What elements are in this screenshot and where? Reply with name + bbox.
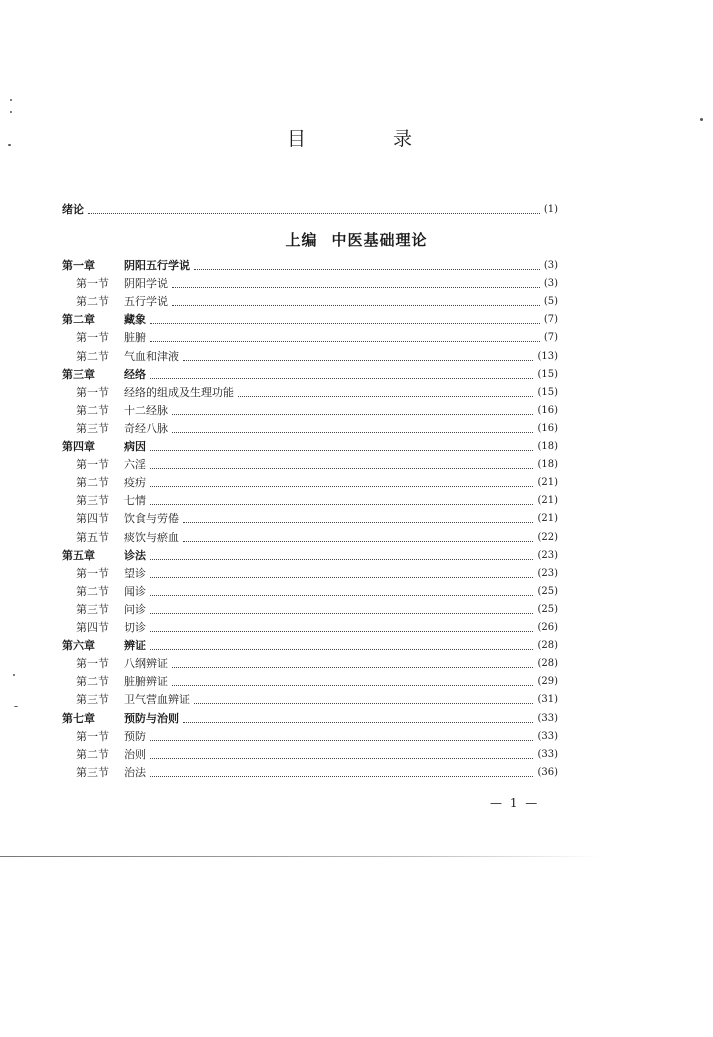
section-label: 第一节 <box>76 385 109 399</box>
section-entry[interactable] <box>62 529 558 547</box>
entry-page: (28) <box>537 658 558 670</box>
entry-topic: 疫疠 <box>124 476 146 490</box>
entry-topic: 六淫 <box>124 458 146 472</box>
chapter-label: 第六章 <box>62 639 95 653</box>
section-entry[interactable] <box>62 275 558 293</box>
chapter-entry[interactable] <box>62 257 558 275</box>
entry-topic: 阴阳五行学说 <box>124 259 190 272</box>
entry-page: (3) <box>543 260 558 271</box>
scan-speck <box>14 706 18 707</box>
section-entry[interactable] <box>62 348 558 366</box>
chapter-label: 第五章 <box>62 548 95 562</box>
entry-topic: 阴阳学说 <box>124 277 168 291</box>
intro-label: 绪论 <box>62 203 84 216</box>
entry-topic: 闻诊 <box>124 584 146 598</box>
entry-topic: 脏腑辨证 <box>124 675 168 689</box>
dot-leader <box>150 630 533 632</box>
dot-leader <box>194 268 540 270</box>
entry-topic: 切诊 <box>124 621 146 634</box>
entry-page: (5) <box>543 296 558 308</box>
section-entry[interactable] <box>62 420 558 438</box>
section-label: 第二节 <box>76 747 109 761</box>
entry-page: (29) <box>537 676 558 688</box>
scan-edge-line <box>0 856 600 857</box>
chapter-label: 第一章 <box>62 259 95 272</box>
dot-leader <box>194 702 533 704</box>
entry-page: (7) <box>543 314 558 326</box>
entry-topic: 经络的组成及生理功能 <box>124 385 234 399</box>
entry-topic: 七情 <box>124 494 146 508</box>
entry-topic: 望诊 <box>124 566 146 580</box>
entry-topic: 十二经脉 <box>124 403 168 417</box>
section-label: 第一节 <box>76 657 109 671</box>
dot-leader <box>172 286 540 288</box>
entry-page: (23) <box>537 567 558 579</box>
chapter-entry[interactable] <box>62 366 558 384</box>
entry-page: (16) <box>537 404 558 416</box>
dot-leader <box>150 648 533 650</box>
entry-topic: 病因 <box>124 440 146 453</box>
section-label: 第五节 <box>76 530 109 544</box>
page-number: — 1 — <box>490 796 540 810</box>
part-label: 上编 <box>285 231 318 249</box>
page-title: 目 录 <box>286 128 446 150</box>
dot-leader <box>150 322 540 324</box>
dot-leader <box>150 612 533 614</box>
chapter-label: 第三章 <box>62 367 95 381</box>
section-label: 第一节 <box>76 729 109 743</box>
section-label: 第二节 <box>76 403 109 417</box>
entry-topic: 经络 <box>124 367 146 381</box>
dot-leader <box>238 395 533 397</box>
section-entry[interactable] <box>62 583 558 601</box>
section-entry[interactable] <box>62 746 558 764</box>
entry-page: (33) <box>537 730 558 742</box>
entry-topic: 预防 <box>124 729 146 743</box>
entry-topic: 痰饮与瘀血 <box>124 530 179 544</box>
dot-leader <box>150 576 533 578</box>
section-entry[interactable] <box>62 384 558 402</box>
dot-leader <box>150 449 533 451</box>
entry-topic: 治法 <box>124 765 146 779</box>
section-entry[interactable] <box>62 492 558 510</box>
entry-page: (18) <box>537 459 558 471</box>
dot-leader <box>150 503 533 505</box>
chapter-label: 第二章 <box>62 313 95 327</box>
part-name: 中医基础理论 <box>331 231 428 249</box>
dot-leader <box>172 413 533 415</box>
dot-leader <box>150 485 533 487</box>
entry-topic: 治则 <box>124 747 146 761</box>
dot-leader <box>183 721 533 723</box>
entry-topic: 预防与治则 <box>124 711 179 725</box>
entry-topic: 八纲辨证 <box>124 657 168 671</box>
entry-topic: 藏象 <box>124 313 146 327</box>
part-heading <box>0 229 713 250</box>
chapter-entry[interactable] <box>62 637 558 655</box>
section-entry[interactable] <box>62 691 558 709</box>
entry-page: (33) <box>537 712 558 724</box>
entry-page: (26) <box>537 622 558 633</box>
scan-speck <box>8 144 11 146</box>
section-label: 第一节 <box>76 566 109 580</box>
section-entry[interactable] <box>62 601 558 619</box>
entry-page: (25) <box>537 603 558 615</box>
entry-page: (31) <box>537 694 558 706</box>
dot-leader <box>150 775 533 777</box>
section-label: 第四节 <box>76 512 109 526</box>
section-entry[interactable] <box>62 293 558 311</box>
entry-page: (22) <box>537 531 558 543</box>
section-label: 第三节 <box>76 693 109 707</box>
dot-leader <box>172 666 533 668</box>
section-entry[interactable] <box>62 456 558 474</box>
section-label: 第三节 <box>76 602 109 616</box>
section-entry[interactable] <box>62 728 558 746</box>
entry-topic: 饮食与劳倦 <box>124 512 179 526</box>
entry-page: (21) <box>537 495 558 507</box>
entry-page: (21) <box>537 477 558 489</box>
dot-leader <box>172 684 533 686</box>
entry-page: (13) <box>537 350 558 362</box>
entry-page: (36) <box>537 766 558 778</box>
entry-page: (25) <box>537 585 558 597</box>
dot-leader <box>150 558 533 560</box>
section-entry[interactable] <box>62 764 558 782</box>
entry-page: (7) <box>543 332 558 344</box>
section-label: 第四节 <box>76 621 109 634</box>
section-label: 第三节 <box>76 765 109 779</box>
dot-leader <box>172 304 540 306</box>
entry-page: (23) <box>537 549 558 561</box>
section-entry[interactable] <box>62 402 558 420</box>
entry-topic: 卫气营血辨证 <box>124 693 190 707</box>
scan-speck <box>700 118 703 121</box>
dot-leader <box>150 377 533 379</box>
entry-page: (18) <box>537 441 558 452</box>
chapter-entry[interactable] <box>62 311 558 329</box>
entry-topic: 诊法 <box>124 548 146 562</box>
section-entry[interactable] <box>62 655 558 673</box>
dot-leader <box>150 467 533 469</box>
scan-speck <box>10 111 12 113</box>
section-label: 第二节 <box>76 295 109 309</box>
section-label: 第三节 <box>76 421 109 435</box>
entry-topic: 问诊 <box>124 602 146 616</box>
entry-topic: 脏腑 <box>124 331 146 345</box>
chapter-entry[interactable] <box>62 710 558 728</box>
entry-page: (16) <box>537 422 558 434</box>
section-label: 第一节 <box>76 277 109 291</box>
section-label: 第二节 <box>76 349 109 363</box>
entry-topic: 气血和津液 <box>124 349 179 363</box>
dot-leader <box>150 340 540 342</box>
section-entry[interactable] <box>62 619 558 637</box>
scan-speck <box>10 99 12 101</box>
chapter-label: 第七章 <box>62 711 95 725</box>
dot-leader <box>183 521 533 523</box>
dot-leader <box>150 757 533 759</box>
section-label: 第二节 <box>76 675 109 689</box>
dot-leader <box>88 212 540 214</box>
entry-topic: 辨证 <box>124 639 146 653</box>
section-label: 第一节 <box>76 331 109 345</box>
section-label: 第二节 <box>76 584 109 598</box>
section-entry[interactable] <box>62 474 558 492</box>
section-entry[interactable] <box>62 510 558 528</box>
scan-speck <box>13 674 15 676</box>
entry-topic: 奇经八脉 <box>124 421 168 435</box>
entry-page: (21) <box>537 513 558 525</box>
chapter-label: 第四章 <box>62 440 95 453</box>
section-entry[interactable] <box>62 329 558 347</box>
entry-page: (15) <box>537 368 558 380</box>
entry-page: (15) <box>537 386 558 398</box>
dot-leader <box>150 739 533 741</box>
chapter-entry[interactable] <box>62 438 558 456</box>
entry-page: (33) <box>537 748 558 760</box>
chapter-entry[interactable] <box>62 547 558 565</box>
entry-page: (28) <box>537 640 558 652</box>
section-label: 第一节 <box>76 458 109 472</box>
dot-leader <box>150 594 533 596</box>
section-entry[interactable] <box>62 565 558 583</box>
section-label: 第三节 <box>76 494 109 508</box>
entry-topic: 五行学说 <box>124 295 168 309</box>
entry-page: (3) <box>543 278 558 290</box>
intro-page: (1) <box>543 204 558 215</box>
dot-leader <box>172 431 533 433</box>
section-label: 第二节 <box>76 476 109 490</box>
dot-leader <box>183 540 533 542</box>
section-entry[interactable] <box>62 673 558 691</box>
dot-leader <box>183 359 533 361</box>
